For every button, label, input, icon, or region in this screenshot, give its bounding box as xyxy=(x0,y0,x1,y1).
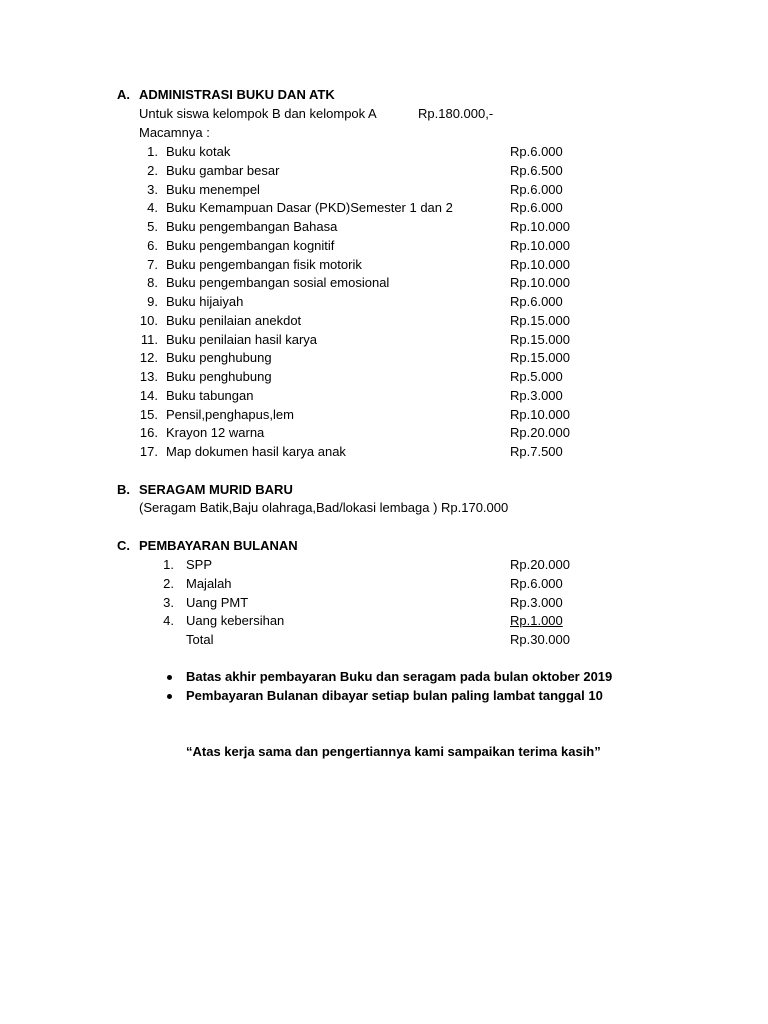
section-b-marker: B. xyxy=(117,482,130,497)
list-item-name: Buku hijaiyah xyxy=(166,294,244,309)
list-item-price: Rp.5.000 xyxy=(510,369,563,384)
fee-item-number: 3. xyxy=(163,594,174,610)
list-item-name: Buku pengembangan sosial emosional xyxy=(166,275,390,291)
list-item-price: Rp.6.000 xyxy=(510,181,563,197)
fee-item-name: SPP xyxy=(186,557,213,572)
note-deadline: Batas akhir pembayaran Buku dan seragam pada bulan oktober 2019 xyxy=(186,669,613,684)
list-item-price: Rp.6.500 xyxy=(510,162,563,178)
list-item-number: 15. xyxy=(139,406,158,422)
list-item-number: 3. xyxy=(147,181,158,197)
list-item-price: Rp.15.000 xyxy=(510,350,570,366)
list-item-price: Rp.10.000 xyxy=(510,219,570,234)
list-item-name: Pensil,penghapus,lem xyxy=(166,406,294,422)
list-item-price: Rp.10.000 xyxy=(510,406,570,422)
list-item-number: 4. xyxy=(147,200,158,216)
list-item-number: 14. xyxy=(139,387,158,403)
list-item-number: 13. xyxy=(139,369,158,384)
fee-item-name: Majalah xyxy=(186,575,232,591)
fee-item-name: Uang PMT xyxy=(186,594,249,610)
fee-item-name: Uang kebersihan xyxy=(186,613,285,629)
list-item-name: Buku tabungan xyxy=(166,387,254,403)
list-item-name: Buku penilaian anekdot xyxy=(166,312,302,328)
list-item-name: Buku penghubung xyxy=(166,369,272,384)
list-item-name: Buku pengembangan Bahasa xyxy=(166,219,338,234)
section-b-price: Rp.170.000 xyxy=(441,500,509,515)
list-item-number: 2. xyxy=(147,162,158,178)
fee-item-number: 2. xyxy=(163,575,174,591)
list-item-name: Buku menempel xyxy=(166,181,260,197)
section-b-title: SERAGAM MURID BARU xyxy=(139,482,293,497)
list-item-name: Krayon 12 warna xyxy=(166,425,265,441)
list-item-number: 10. xyxy=(139,312,158,328)
list-item-price: Rp.10.000 xyxy=(510,275,570,291)
list-item-number: 5. xyxy=(147,219,158,234)
list-item-name: Buku gambar besar xyxy=(166,162,280,178)
list-item-number: 6. xyxy=(147,237,158,253)
section-a-macam-label: Macamnya : xyxy=(139,125,210,140)
list-item-price: Rp.15.000 xyxy=(510,312,570,328)
section-c-marker: C. xyxy=(117,538,130,553)
fee-item-price: Rp.6.000 xyxy=(510,575,563,591)
list-item-price: Rp.6.000 xyxy=(510,200,563,216)
closing-statement: “Atas kerja sama dan pengertiannya kami sampaikan terima kasih” xyxy=(186,744,601,759)
list-item-number: 11. xyxy=(140,331,158,347)
fee-item-number: 4. xyxy=(163,613,174,629)
list-item-number: 16. xyxy=(139,425,158,441)
list-item-name: Buku Kemampuan Dasar (PKD)Semester 1 dan 2 xyxy=(166,200,453,216)
list-item-name: Map dokumen hasil karya anak xyxy=(166,444,346,459)
list-item-number: 8. xyxy=(147,275,158,291)
section-a-subtitle-price: Rp.180.000,- xyxy=(418,106,494,121)
fee-item-number: 1. xyxy=(163,557,174,572)
list-item-price: Rp.10.000 xyxy=(510,256,570,272)
fee-item-price: Rp.1.000 xyxy=(510,613,563,629)
list-item-price: Rp.7.500 xyxy=(510,444,563,459)
section-c-title: PEMBAYARAN BULANAN xyxy=(139,538,298,553)
bullet-icon xyxy=(167,694,172,699)
list-item-name: Buku pengembangan fisik motorik xyxy=(166,256,362,272)
list-item-number: 12. xyxy=(139,350,158,366)
section-a-marker: A. xyxy=(117,87,130,102)
note-monthly: Pembayaran Bulanan dibayar setiap bulan paling lambat tanggal 10 xyxy=(186,688,603,703)
list-item-price: Rp.15.000 xyxy=(510,331,570,347)
list-item-number: 1. xyxy=(147,144,158,159)
fee-item-price: Rp.3.000 xyxy=(510,594,563,610)
fee-item-price: Rp.20.000 xyxy=(510,557,570,572)
section-a-subtitle: Untuk siswa kelompok B dan kelompok A xyxy=(139,106,377,121)
total-price: Rp.30.000 xyxy=(510,632,570,647)
list-item-price: Rp.6.000 xyxy=(510,144,563,159)
list-item-name: Buku penghubung xyxy=(166,350,272,366)
list-item-price: Rp.6.000 xyxy=(510,294,563,309)
list-item-name: Buku penilaian hasil karya xyxy=(166,331,318,347)
list-item-price: Rp.10.000 xyxy=(510,237,570,253)
list-item-price: Rp.20.000 xyxy=(510,425,570,441)
list-item-price: Rp.3.000 xyxy=(510,387,563,403)
section-a-title: ADMINISTRASI BUKU DAN ATK xyxy=(139,87,335,102)
total-label: Total xyxy=(186,632,214,647)
bullet-icon xyxy=(167,675,172,680)
list-item-number: 17. xyxy=(139,444,158,459)
list-item-number: 9. xyxy=(147,294,158,309)
list-item-number: 7. xyxy=(147,256,158,272)
section-b-desc: (Seragam Batik,Baju olahraga,Bad/lokasi lembaga ) xyxy=(139,500,438,515)
list-item-name: Buku kotak xyxy=(166,144,231,159)
list-item-name: Buku pengembangan kognitif xyxy=(166,237,335,253)
